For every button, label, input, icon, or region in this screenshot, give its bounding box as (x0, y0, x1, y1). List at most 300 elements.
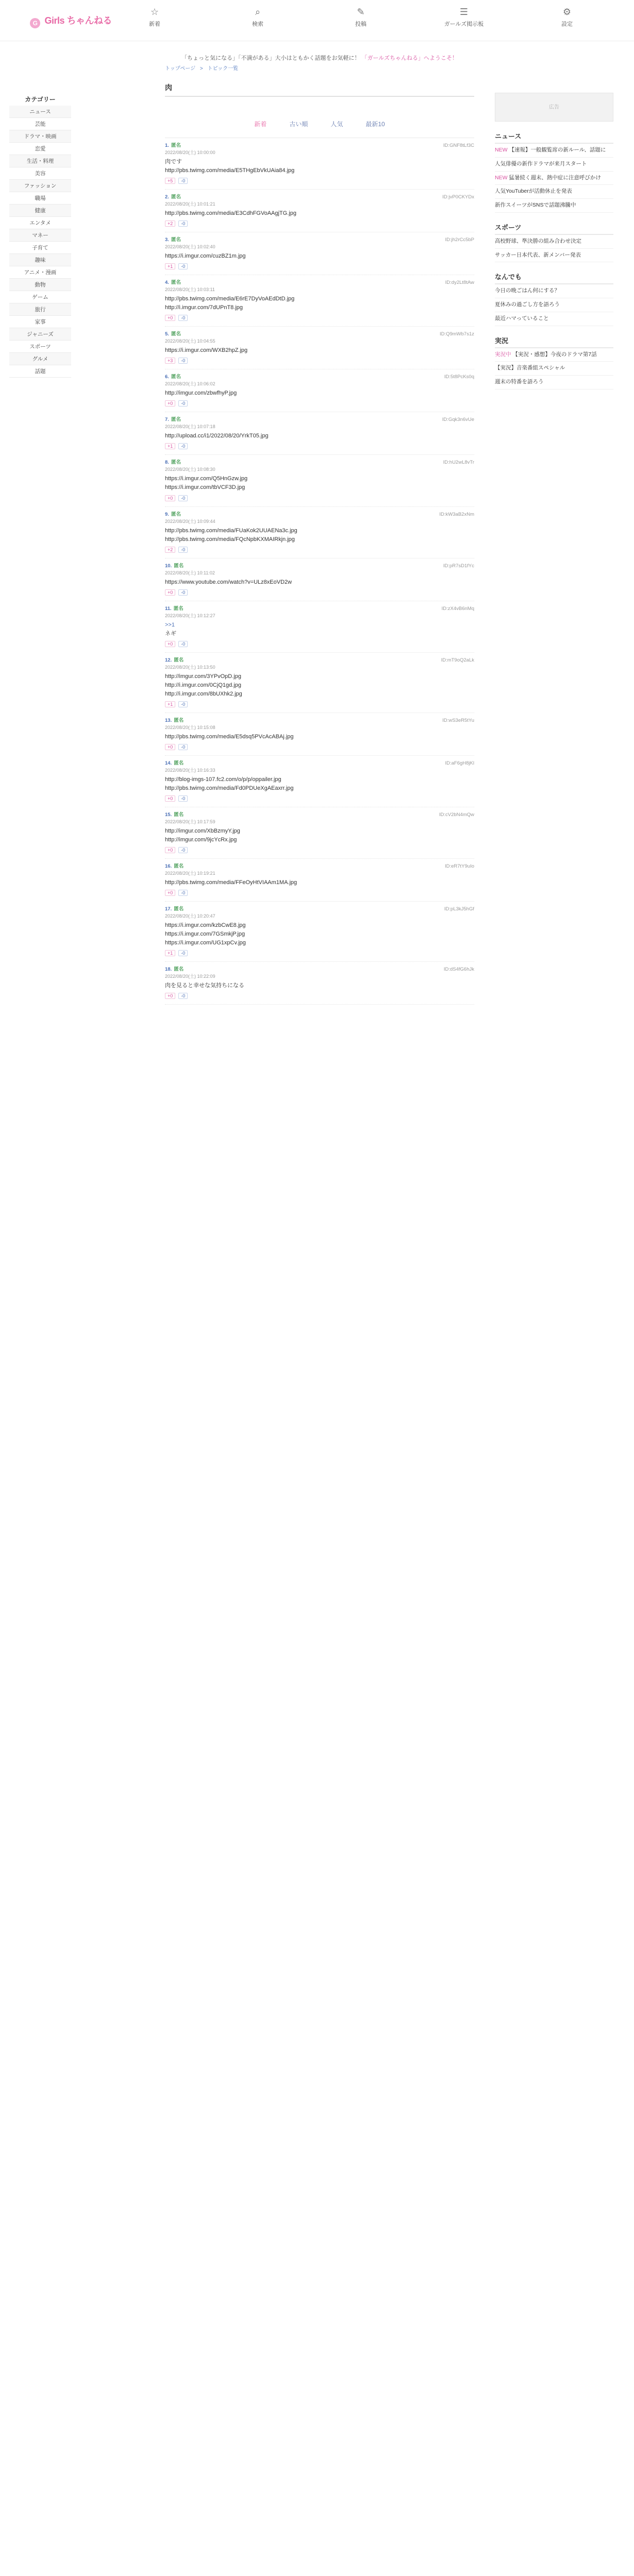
comment-number[interactable]: 1. (165, 143, 169, 148)
comment-link[interactable]: http://pbs.twimg.com/media/E3CdhFGVoAAgjTG.jpg (165, 210, 296, 217)
comment-meta (165, 141, 181, 148)
plus-vote-button[interactable]: +2 (165, 547, 175, 553)
comment-date: 2022/08/20(土) 10:07:18 (165, 424, 215, 430)
comment-meta (165, 716, 183, 723)
comment-header (165, 965, 474, 972)
item-text: 週末の特番を語ろう (495, 379, 544, 385)
topic-main (165, 82, 474, 1005)
plus-vote-button[interactable]: +1 (165, 443, 175, 449)
comment-header (165, 562, 474, 569)
comment-date: 2022/08/20(土) 10:08:30 (165, 467, 215, 472)
comment-date: 2022/08/20(土) 10:11:02 (165, 570, 215, 575)
breadcrumb-topics[interactable]: トピック一覧 (207, 66, 239, 72)
comment-number[interactable]: 9. (165, 511, 169, 517)
live-item[interactable] (495, 362, 613, 376)
news-item[interactable] (495, 172, 613, 185)
comment-number[interactable]: 5. (165, 331, 169, 337)
gear-icon: ⚙ (562, 7, 572, 17)
misc-block (495, 272, 613, 326)
nav-settings-label: 設定 (561, 21, 573, 27)
comment-number[interactable]: 12. (165, 657, 172, 663)
comment-link[interactable]: http://i.imgur.com/7dUPnT8.jpg (165, 304, 243, 311)
sidebar-item[interactable]: 職場 (9, 192, 71, 205)
comment-item (165, 756, 474, 807)
comment-date: 2022/08/20(土) 10:06:02 (165, 381, 215, 387)
item-badge: 実況中 (495, 351, 511, 358)
comment-link[interactable]: http://imgur.com/9jcYcRx.jpg (165, 837, 237, 843)
comment-body (165, 733, 474, 741)
comment-body (165, 389, 474, 398)
nav-post[interactable] (330, 6, 392, 28)
comment-item (165, 455, 474, 506)
comment-meta (165, 810, 183, 818)
minus-vote-button[interactable]: -0 (178, 358, 188, 364)
site-logo[interactable] (30, 13, 112, 28)
comment-meta (165, 372, 181, 380)
comment-author: 匿名 (171, 143, 181, 148)
nav-board-label: ガールズ掲示板 (444, 21, 484, 27)
comment-header (165, 193, 474, 200)
comment-number[interactable]: 8. (165, 460, 169, 466)
live-block (495, 335, 613, 389)
comment-id: ID:dS4fG6hJk (443, 967, 474, 973)
breadcrumb-sep: > (199, 66, 203, 72)
tab-latest10[interactable]: 最新10 (365, 121, 385, 128)
comment-meta (165, 193, 181, 200)
page-title: 肉 (165, 82, 474, 97)
comment-id: ID:aF6gH8jKl (445, 760, 474, 766)
sports-list (495, 235, 613, 263)
comment-number[interactable]: 2. (165, 194, 169, 200)
comment-link[interactable]: http://pbs.twimg.com/media/FUaKok2UUAENa3c.jpg (165, 527, 297, 534)
comment-id: ID:Gqk3n6vUe (442, 417, 474, 423)
comment-meta (165, 458, 181, 465)
comment-date: 2022/08/20(土) 10:13:50 (165, 664, 215, 670)
comment-item (165, 327, 474, 369)
comment-id: ID:GNF8tLf3C (443, 143, 474, 148)
comment-author: 匿名 (171, 331, 181, 337)
site-header (0, 0, 634, 41)
comment-number[interactable]: 6. (165, 374, 169, 380)
comment-id: ID:zX4vB6nMq (441, 605, 474, 612)
plus-vote-button[interactable]: +1 (165, 950, 175, 956)
board-icon: ☰ (459, 7, 469, 17)
sports-block (495, 222, 613, 263)
comment-meta (165, 510, 181, 517)
sidebar-item[interactable]: ジャニーズ (9, 328, 71, 341)
comment-meta (165, 965, 183, 972)
comment-number[interactable]: 10. (165, 563, 172, 569)
sidebar-item[interactable]: スポーツ (9, 341, 71, 353)
sidebar-item[interactable]: ファッション (9, 180, 71, 192)
comment-link[interactable]: http://imgur.com/XbBzmyY.jpg (165, 828, 240, 835)
comment-list (165, 138, 474, 1005)
misc-item[interactable] (495, 298, 613, 312)
comment-number[interactable]: 4. (165, 280, 169, 286)
right-sidebar (495, 93, 613, 389)
comment-date: 2022/08/20(土) 10:09:44 (165, 518, 215, 524)
comment-date: 2022/08/20(土) 10:02:40 (165, 244, 215, 250)
comment-text: 肉を見ると幸せな気持ちになる (165, 982, 244, 989)
comment-link[interactable]: https://i.imgur.com/WXB2hpZ.jpg (165, 347, 248, 354)
comment-body (165, 295, 474, 312)
sidebar-item[interactable]: 話題 (9, 365, 71, 378)
comment-header (165, 905, 474, 912)
new-icon: ☆ (150, 7, 159, 17)
comment-link[interactable]: http://pbs.twimg.com/media/E5dsq5PVcAcABAj.jpg (165, 733, 294, 740)
comment-date: 2022/08/20(土) 10:15:08 (165, 724, 215, 730)
vote-buttons (165, 221, 474, 227)
comment-author: 匿名 (171, 511, 181, 517)
misc-item[interactable] (495, 312, 613, 326)
minus-vote-button[interactable]: -0 (178, 400, 188, 406)
comment-link[interactable]: https://i.imgur.com/7GSmkjP.jpg (165, 931, 245, 938)
news-item[interactable] (495, 158, 613, 172)
item-badge: NEW (495, 147, 508, 153)
nav-new[interactable] (124, 6, 186, 28)
comment-link[interactable]: http://pbs.twimg.com/media/E6rE7DyVoAEdDtD.jpg (165, 296, 295, 302)
comment-link[interactable]: http://pbs.twimg.com/media/FFeOyHtVIAAm1MA.jpg (165, 879, 297, 886)
minus-vote-button[interactable]: -0 (178, 993, 188, 999)
sidebar-item[interactable]: 動物 (9, 279, 71, 291)
minus-vote-button[interactable]: -0 (178, 495, 188, 501)
comment-author: 匿名 (171, 417, 181, 423)
minus-vote-button[interactable]: -0 (178, 315, 188, 321)
comment-meta (165, 278, 181, 285)
vote-buttons (165, 400, 474, 406)
comment-body (165, 672, 474, 699)
nav-new-label: 新着 (149, 21, 160, 27)
news-heading: ニュース (495, 131, 613, 144)
comment-link[interactable]: http://pbs.twimg.com/media/Fd0PDUeXgAEaxrr.jpg (165, 785, 294, 791)
item-text: 猛暑続く週末、熱中症に注意呼びかけ (509, 174, 601, 181)
sports-item[interactable] (495, 235, 613, 249)
plus-vote-button[interactable]: +2 (165, 221, 175, 227)
sidebar-item[interactable]: 健康 (9, 205, 71, 217)
main-nav (124, 6, 598, 28)
comment-item (165, 412, 474, 455)
comment-date: 2022/08/20(土) 10:16:33 (165, 767, 215, 773)
minus-vote-button[interactable]: -0 (178, 589, 188, 596)
comment-id: ID:pR7sD1fYc (443, 563, 474, 569)
comment-meta (165, 656, 183, 663)
live-list (495, 348, 613, 389)
comment-header (165, 604, 474, 612)
item-text: 今日の晩ごはん何にする？ (495, 287, 560, 294)
plus-vote-button[interactable]: +0 (165, 890, 175, 896)
comment-link[interactable]: http://pbs.twimg.com/media/E5THgEbVkUAia84.jpg (165, 167, 295, 174)
news-list (495, 144, 613, 213)
comment-author: 匿名 (171, 374, 181, 380)
comment-link[interactable]: https://i.imgur.com/Q5HnGzw.jpg (165, 476, 248, 482)
comment-body (165, 527, 474, 544)
vote-buttons (165, 358, 474, 364)
nav-settings[interactable] (536, 6, 598, 28)
plus-vote-button[interactable]: +0 (165, 795, 175, 802)
vote-buttons (165, 744, 474, 750)
comment-link[interactable]: http://i.imgur.com/0CjQ1gd.jpg (165, 682, 241, 688)
comment-author: 匿名 (171, 237, 181, 243)
comment-date: 2022/08/20(土) 10:22:09 (165, 974, 215, 979)
comment-number[interactable]: 17. (165, 906, 172, 912)
comment-body (165, 578, 474, 587)
plus-vote-button[interactable]: +0 (165, 315, 175, 321)
comment-meta (165, 905, 183, 912)
comment-link[interactable]: https://i.imgur.com/kzbCwE8.jpg (165, 922, 246, 929)
sidebar-item[interactable]: 子育て (9, 242, 71, 254)
misc-list (495, 284, 613, 326)
live-item[interactable] (495, 376, 613, 389)
news-item[interactable] (495, 185, 613, 199)
comment-date: 2022/08/20(土) 10:17:59 (165, 819, 215, 825)
comment-body (165, 158, 474, 175)
comment-item (165, 859, 474, 902)
comment-id: ID:cV2bN4mQw (439, 812, 474, 818)
comment-body (165, 252, 474, 261)
live-item[interactable] (495, 348, 613, 362)
vote-buttons (165, 263, 474, 269)
item-text: 高校野球、準決勝の組み合わせ決定 (495, 238, 581, 244)
comment-date: 2022/08/20(土) 10:01:21 (165, 201, 215, 207)
minus-vote-button[interactable]: -0 (178, 547, 188, 553)
minus-vote-button[interactable]: -0 (178, 795, 188, 802)
misc-item[interactable] (495, 284, 613, 298)
comment-author: 匿名 (174, 563, 184, 569)
plus-vote-button[interactable]: +1 (165, 701, 175, 707)
comment-item (165, 275, 474, 327)
comment-body (165, 621, 474, 638)
tab-popular[interactable]: 人気 (330, 121, 343, 128)
comment-header (165, 716, 474, 723)
reply-anchor[interactable]: >>1 (165, 621, 175, 628)
comment-item (165, 558, 474, 601)
comment-author: 匿名 (173, 605, 183, 612)
comment-link[interactable]: http://blog-imgs-107.fc2.com/o/p/p/oppailer.jpg (165, 776, 281, 783)
sort-tabs (165, 120, 474, 128)
comment-header (165, 510, 474, 517)
comment-number[interactable]: 15. (165, 812, 172, 818)
comment-link[interactable]: https://i.imgur.com/UG1xpCv.jpg (165, 940, 246, 946)
nav-search-label: 検索 (252, 21, 263, 27)
sidebar-item[interactable]: 家事 (9, 316, 71, 328)
comment-number[interactable]: 18. (165, 967, 172, 973)
comment-date: 2022/08/20(土) 10:19:21 (165, 871, 215, 876)
comment-id: ID:wS3eR5tYu (442, 717, 474, 723)
tab-new[interactable]: 新着 (254, 121, 267, 128)
item-text: 人気俳優の新作ドラマが来月スタート (495, 160, 587, 167)
vote-buttons (165, 589, 474, 596)
comment-number[interactable]: 13. (165, 717, 172, 723)
item-text: サッカー日本代表、新メンバー発表 (495, 251, 581, 258)
sports-item[interactable] (495, 249, 613, 263)
sidebar-item[interactable]: 恋愛 (9, 143, 71, 155)
sidebar-item[interactable]: アニメ・漫画 (9, 266, 71, 279)
search-icon: ⌕ (255, 7, 261, 17)
vote-buttons (165, 950, 474, 956)
plus-vote-button[interactable]: +0 (165, 993, 175, 999)
vote-buttons (165, 795, 474, 802)
plus-vote-button[interactable]: +0 (165, 641, 175, 647)
comment-header (165, 862, 474, 869)
sidebar-item[interactable]: 生活・料理 (9, 155, 71, 167)
post-icon: ✎ (357, 7, 365, 17)
plus-vote-button[interactable]: +0 (165, 400, 175, 406)
minus-vote-button[interactable]: -0 (178, 701, 188, 707)
comment-id: ID:5t8PcKs0q (444, 374, 474, 380)
minus-vote-button[interactable]: -0 (178, 950, 188, 956)
comment-header (165, 810, 474, 818)
comment-header (165, 372, 474, 380)
comment-id: ID:hU2wL8vTr (443, 460, 474, 466)
sidebar-item[interactable]: ニュース (9, 106, 71, 118)
comment-item (165, 190, 474, 232)
comment-item (165, 369, 474, 412)
comment-date: 2022/08/20(土) 10:12:27 (165, 613, 215, 618)
comment-link[interactable]: http://imgur.com/zbwfhyP.jpg (165, 390, 237, 397)
comment-meta (165, 330, 181, 337)
comment-item (165, 232, 474, 275)
comment-date: 2022/08/20(土) 10:04:55 (165, 338, 215, 344)
plus-vote-button[interactable]: +0 (165, 495, 175, 501)
comment-header (165, 141, 474, 148)
comment-author: 匿名 (174, 760, 184, 766)
comment-id: ID:mT9oQ2aLk (441, 657, 474, 663)
comment-date: 2022/08/20(土) 10:03:11 (165, 287, 215, 293)
comment-body (165, 346, 474, 355)
comment-number[interactable]: 3. (165, 237, 169, 243)
tab-oldest[interactable]: 古い順 (289, 121, 308, 128)
comment-body (165, 432, 474, 440)
comment-header (165, 330, 474, 337)
sidebar-item[interactable]: グルメ (9, 353, 71, 365)
minus-vote-button[interactable]: -0 (178, 221, 188, 227)
minus-vote-button[interactable]: -0 (178, 263, 188, 269)
comment-header (165, 415, 474, 422)
notice-link[interactable]: 「ガールズちゃんねる」へようこそ！ (361, 55, 458, 61)
vote-buttons (165, 315, 474, 321)
plus-vote-button[interactable]: +3 (165, 358, 175, 364)
comment-id: ID:kW3aB2xNm (439, 511, 474, 517)
comment-header (165, 235, 474, 243)
comment-link[interactable]: http://upload.cc/i1/2022/08/20/YrkT05.jpg (165, 433, 269, 439)
nav-search[interactable] (227, 6, 289, 28)
news-block (495, 131, 613, 213)
sidebar-item[interactable]: 美容 (9, 167, 71, 180)
breadcrumb-top[interactable]: トップページ (165, 66, 196, 72)
vote-buttons (165, 495, 474, 501)
sidebar-item[interactable]: 趣味 (9, 254, 71, 266)
misc-heading: なんでも (495, 272, 613, 284)
sidebar-item[interactable]: エンタメ (9, 217, 71, 229)
comment-body (165, 775, 474, 793)
comment-item (165, 962, 474, 1005)
comment-author: 匿名 (174, 657, 184, 663)
breadcrumb (165, 64, 241, 72)
plus-vote-button[interactable]: +0 (165, 847, 175, 853)
comment-author: 匿名 (174, 967, 184, 973)
comment-header (165, 759, 474, 766)
minus-vote-button[interactable]: -0 (178, 744, 188, 750)
sidebar-item[interactable]: 旅行 (9, 303, 71, 316)
comment-author: 匿名 (174, 863, 184, 870)
vote-buttons (165, 890, 474, 896)
minus-vote-button[interactable]: -0 (178, 641, 188, 647)
vote-buttons (165, 993, 474, 999)
item-text: 新作スイーツがSNSで話題沸騰中 (495, 202, 576, 208)
comment-meta (165, 415, 181, 422)
item-text: 人気YouTuberが活動休止を発表 (495, 188, 572, 195)
item-text: 【速報】一般観覧席の新ルール、話題に (509, 147, 606, 153)
nav-board[interactable] (433, 6, 495, 28)
sidebar-item[interactable]: ドラマ・映画 (9, 130, 71, 143)
news-item[interactable] (495, 199, 613, 213)
comment-link[interactable]: https://i.imgur.com/tbVCF3D.jpg (165, 484, 245, 491)
comment-meta (165, 562, 183, 569)
comment-item (165, 507, 474, 558)
comment-date: 2022/08/20(土) 10:00:00 (165, 150, 215, 155)
comment-link[interactable]: http://imgur.com/3YPvOpD.jpg (165, 673, 241, 680)
item-text: 夏休みの過ごし方を語ろう (495, 301, 560, 308)
comment-text: 肉です (165, 159, 182, 165)
comment-link[interactable]: https://www.youtube.com/watch?v=ULz8xEoVD2w (165, 579, 292, 585)
sidebar-item[interactable]: ゲーム (9, 291, 71, 303)
comment-number[interactable]: 11. (165, 605, 172, 612)
category-list (9, 106, 71, 378)
comment-author: 匿名 (171, 280, 181, 286)
comment-item (165, 902, 474, 962)
logo-text: Girls ちゃんねる (44, 15, 112, 26)
vote-buttons (165, 547, 474, 553)
plus-vote-button[interactable]: +0 (165, 589, 175, 596)
comment-number[interactable]: 16. (165, 863, 172, 870)
vote-buttons (165, 847, 474, 853)
minus-vote-button[interactable]: -0 (178, 847, 188, 853)
plus-vote-button[interactable]: +5 (165, 178, 175, 184)
comment-author: 匿名 (174, 717, 184, 723)
comment-author: 匿名 (174, 906, 184, 912)
sidebar-item[interactable]: 芸能 (9, 118, 71, 130)
comment-number[interactable]: 14. (165, 760, 172, 766)
minus-vote-button[interactable]: -0 (178, 443, 188, 449)
minus-vote-button[interactable]: -0 (178, 178, 188, 184)
comment-link[interactable]: http://i.imgur.com/8bUXhk2.jpg (165, 690, 242, 697)
vote-buttons (165, 443, 474, 449)
minus-vote-button[interactable]: -0 (178, 890, 188, 896)
comment-link[interactable]: https://i.imgur.com/cuzBZ1m.jpg (165, 253, 246, 260)
sports-heading: スポーツ (495, 222, 613, 235)
comment-item (165, 807, 474, 859)
comment-header (165, 458, 474, 465)
comment-number[interactable]: 7. (165, 417, 169, 423)
comment-body (165, 209, 474, 218)
comment-author: 匿名 (171, 194, 181, 200)
comment-body (165, 827, 474, 844)
logo-icon: G (30, 18, 40, 28)
item-text: 最近ハマっていること (495, 315, 549, 321)
vote-buttons (165, 701, 474, 707)
welcome-notice (165, 54, 474, 62)
plus-vote-button[interactable]: +0 (165, 744, 175, 750)
comment-id: ID:jvP0CKYDx (442, 194, 474, 200)
news-item[interactable] (495, 144, 613, 158)
comment-meta (165, 759, 183, 766)
category-sidebar (9, 93, 71, 378)
sidebar-item[interactable]: マネー (9, 229, 71, 242)
comment-id: ID:Q9mWb7s1z (439, 331, 474, 337)
ad-slot[interactable]: 広告 (495, 93, 613, 122)
plus-vote-button[interactable]: +1 (165, 263, 175, 269)
comment-link[interactable]: http://pbs.twimg.com/media/FQcNpbKXMAIRkjn.jpg (165, 536, 295, 543)
